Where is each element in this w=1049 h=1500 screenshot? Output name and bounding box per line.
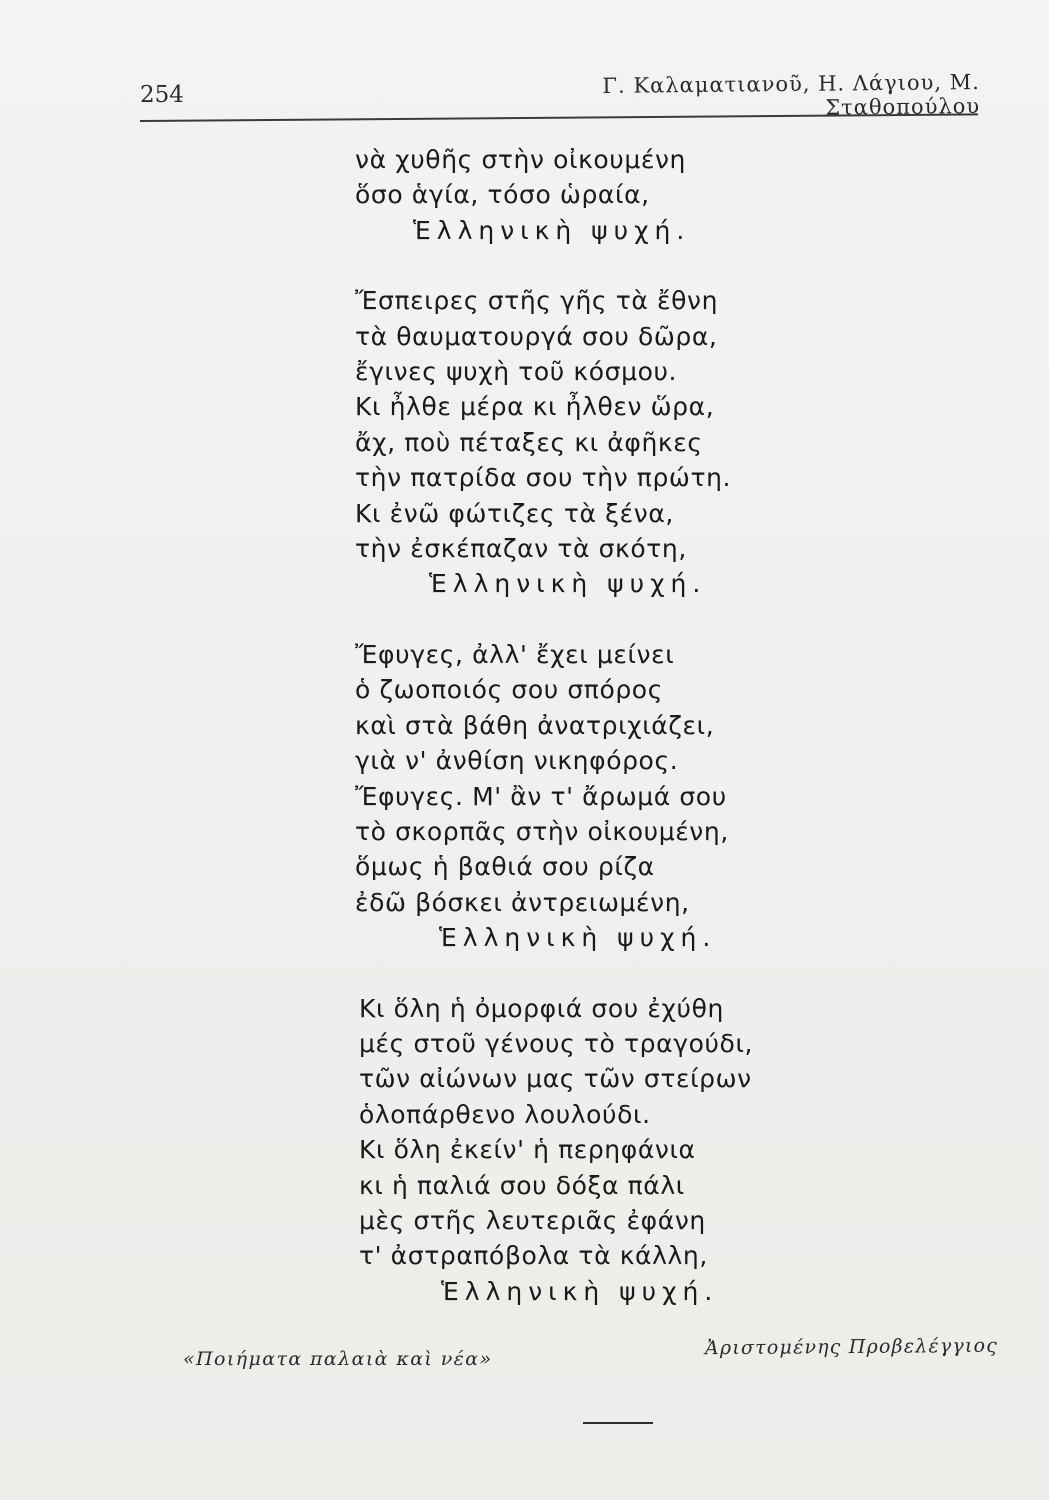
poem-line: ὁλοπάρθενο λουλούδι. bbox=[359, 1099, 651, 1129]
poem-line: Κι ἐνῶ φώτιζες τὰ ξένα, bbox=[355, 498, 674, 528]
poem-line: τῶν αἰώνων μας τῶν στείρων bbox=[359, 1064, 752, 1094]
running-head: Γ. Καλαματιανοῦ, Η. Λάγιου, Μ. Σταθοπούλου bbox=[602, 70, 981, 120]
poem bbox=[355, 142, 875, 1309]
poem-line: τὴν πατρίδα σου τὴν πρώτη. bbox=[355, 463, 732, 493]
poem-line: μὲς στῆς λευτεριᾶς ἐφάνη bbox=[359, 1205, 706, 1235]
end-rule bbox=[583, 1422, 653, 1424]
poem-author: Ἀριστομένης Προβελέγγιος bbox=[704, 1334, 999, 1360]
poem-line: ἔγινες ψυχὴ τοῦ κόσμου. bbox=[355, 357, 678, 387]
poem-line: καὶ στὰ βάθη ἀνατριχιάζει, bbox=[355, 710, 715, 740]
poem-line: Ἔσπειρες στῆς γῆς τὰ ἔθνη bbox=[355, 286, 719, 316]
refrain-line: Ἑλληνικὴ ψυχή. bbox=[439, 923, 717, 953]
poem-line: ἄχ, ποὺ πέταξες κι ἀφῆκες bbox=[355, 427, 703, 457]
poem-line: ἐδῶ βόσκει ἀντρειωμένη, bbox=[355, 887, 690, 917]
poem-line: Ἔφυγες. Μ' ἂν τ' ἄρωμά σου bbox=[355, 781, 727, 811]
poem-line: μές στοῦ γένους τὸ τραγούδι, bbox=[359, 1028, 754, 1058]
poem-line: Κι ὅλη ἐκείν' ἡ περηφάνια bbox=[359, 1135, 696, 1165]
poem-line: ὅμως ἡ βαθιά σου ρίζα bbox=[355, 852, 655, 882]
poem-line: τ' ἀστραπόβολα τὰ κάλλη, bbox=[359, 1241, 708, 1271]
poem-line: κι ἡ παλιά σου δόξα πάλι bbox=[359, 1170, 685, 1200]
poem-line: τὰ θαυματουργά σου δῶρα, bbox=[355, 321, 718, 351]
poem-line: Ἔφυγες, ἀλλ' ἔχει μείνει bbox=[355, 639, 675, 669]
poem-line: Κι ἦλθε μέρα κι ἦλθεν ὥρα, bbox=[355, 392, 715, 422]
stanza-4 bbox=[355, 991, 875, 1310]
poem-line: ὅσο ἁγία, τόσο ὡραία, bbox=[355, 180, 650, 210]
stanza-3 bbox=[355, 637, 875, 956]
stanza-2 bbox=[355, 283, 875, 602]
refrain-line: Ἑλληνικὴ ψυχή. bbox=[413, 215, 691, 245]
poem-line: τὸ σκορπᾶς στὴν οἰκουμένη, bbox=[355, 816, 729, 846]
stanza-1 bbox=[355, 142, 875, 248]
poem-line: νὰ χυθῆς στὴν οἰκουμένη bbox=[355, 145, 686, 174]
poem-line: Κι ὅλη ἡ ὀμορφιά σου ἐχύθη bbox=[359, 993, 724, 1023]
poem-line: ὁ ζωοποιός σου σπόρος bbox=[355, 675, 663, 705]
source-citation: «Ποιήματα παλαιὰ καὶ νέα» bbox=[183, 1348, 493, 1370]
poem-line: τὴν ἐσκέπαζαν τὰ σκότη, bbox=[355, 534, 687, 564]
refrain-line: Ἑλληνικὴ ψυχή. bbox=[429, 569, 707, 599]
refrain-line: Ἑλληνικὴ ψυχή. bbox=[441, 1276, 719, 1306]
poem-line: γιὰ ν' ἀνθίση νικηφόρος. bbox=[355, 746, 679, 776]
page-number: 254 bbox=[140, 82, 184, 108]
